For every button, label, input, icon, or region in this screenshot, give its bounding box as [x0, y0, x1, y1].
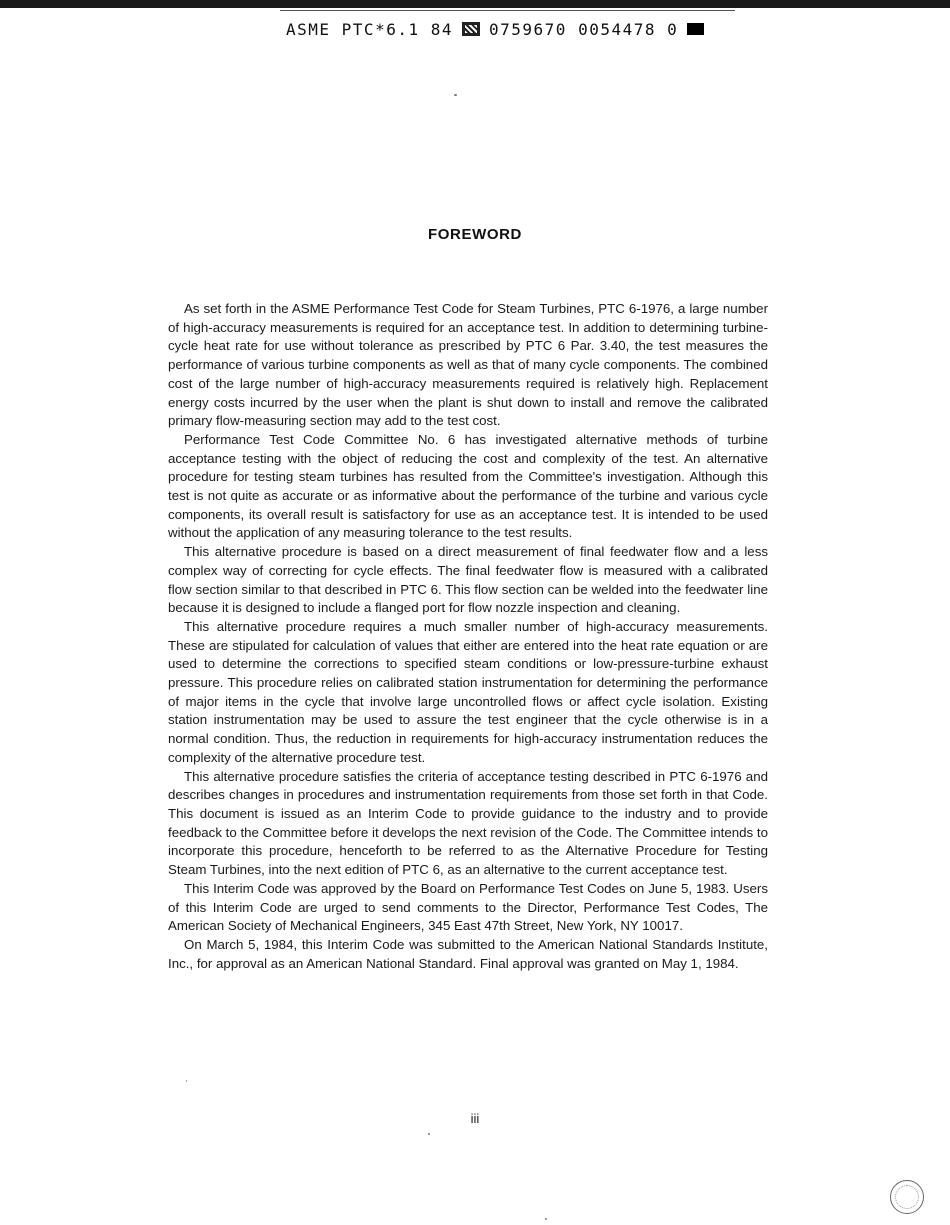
paragraph: This Interim Code was approved by the Board on Performance Test Codes on June 5, 1983. Users of this Interim Code are urged to send comments to the Director, Performance Test Codes, The American Society of Mechanical Engineers, 345 East 47th Street, New York, NY 10017. [168, 880, 768, 934]
scan-speck [545, 1218, 547, 1220]
scan-speck [186, 1080, 187, 1082]
page-number: iii [470, 1111, 480, 1126]
scan-speck [454, 94, 457, 96]
paragraph: This alternative procedure satisfies the criteria of acceptance testing described in PTC 6-1976 and describes changes in procedures and instrumentation requirements from those set forth in that Code. This document is issued as an Interim Code to provide guidance to the industry and to provide feedback to the Committee before it develops the next revision of the Code. The Committee intends to incorporate this procedure, henceforth to be referred to as the Alternative Procedure for Testing Steam Turbines, into the next edition of PTC 6, as an alternative to the current acceptance test. [168, 768, 768, 878]
paragraph: This alternative procedure is based on a direct measurement of final feedwater flow and a less complex way of correcting for cycle effects. The final feedwater flow is measured with a calibrated flow section similar to that described in PTC 6. This flow section can be welded into the feedwater line because it is designed to include a flanged port for flow nozzle inspection and cleaning. [168, 544, 768, 616]
barcode-mark-icon [462, 22, 480, 36]
foreword-body [168, 300, 768, 973]
header-rule [280, 10, 735, 11]
paragraph: This alternative procedure requires a much smaller number of high-accuracy measurements. These are stipulated for calculation of values that either are entered into the heat rate equation or are used to determine the corrections to specified steam conditions or low-pressure-turbine exhaust pressure. This procedure relies on calibrated station instrumentation for determining the performance of major items in the cycle that involve large uncontrolled flows or affect cycle isolation. Existing station instrumentation may be used to assure the test engineer that the cycle otherwise is in a normal condition. Thus, the reduction in requirements for high-accuracy instrumentation reduces the complexity of the alternative procedure test. [168, 618, 768, 765]
header-doc-number: 0759670 0054478 0 [489, 19, 679, 39]
document-header [286, 18, 704, 40]
paragraph: As set forth in the ASME Performance Test Code for Steam Turbines, PTC 6-1976, a large number of high-accuracy measurements is required for an acceptance test. In addition to determining turbine-cycle heat rate for use without tolerance as prescribed by PTC 6 Par. 3.40, the test measures the performance of various turbine components as well as that of many cycle components. The combined cost of the large number of high-accuracy measurements required is relatively high. Replacement energy costs incurred by the user when the plant is shut down to install and remove the calibrated primary flow-measuring section may add to the test cost. [168, 301, 768, 429]
paragraph: On March 5, 1984, this Interim Code was submitted to the American National Standards Institute, Inc., for approval as an American National Standard. Final approval was granted on May 1, 1984. [168, 936, 768, 971]
header-code: ASME PTC*6.1 84 [286, 19, 453, 39]
hole-punch-icon [890, 1180, 924, 1214]
scan-speck [428, 1133, 430, 1135]
scan-top-edge [0, 0, 950, 8]
paragraph: Performance Test Code Committee No. 6 has investigated alternative methods of turbine acceptance testing with the object of reducing the cost and complexity of the test. An alternative procedure for testing steam turbines has resulted from the Committee's investigation. Although this test is not quite as accurate or as informative about the performance of the turbine and various cycle components, its overall result is satisfactory for use as an acceptance test. It is intended to be used without the application of any measuring tolerance to the test results. [168, 431, 768, 541]
black-block-icon [687, 23, 704, 35]
page-title: FOREWORD [428, 226, 522, 243]
